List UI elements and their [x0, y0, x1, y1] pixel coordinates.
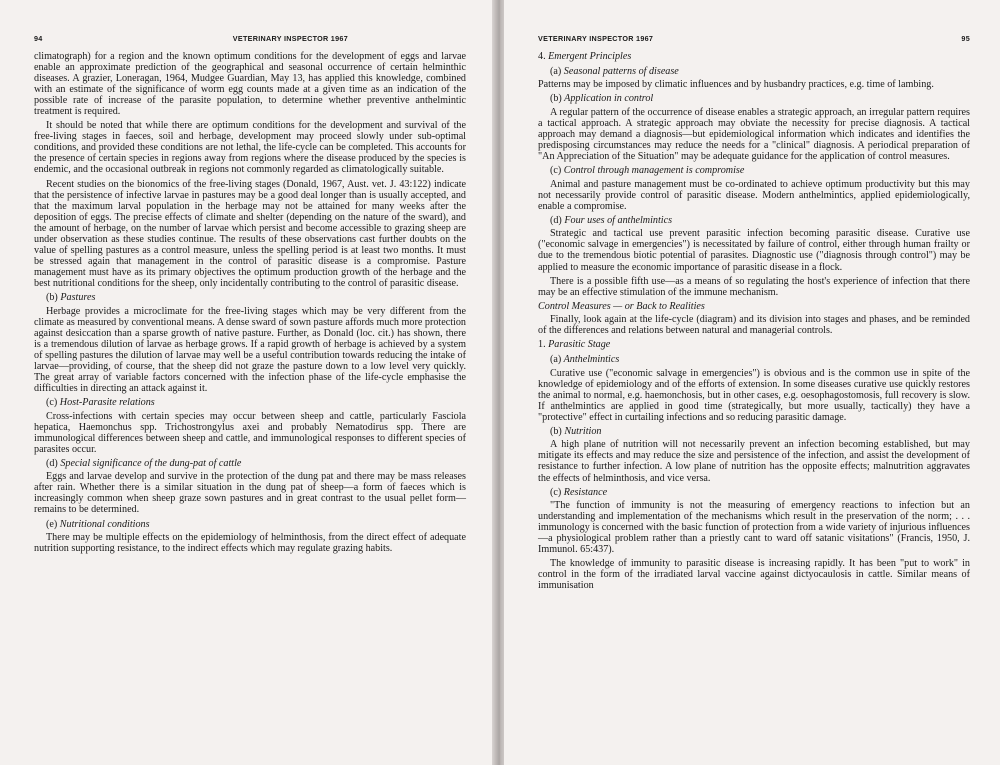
paragraph: "The function of immunity is not the measuring of emergency reactions to infection but an understanding and implementation of the mechanisms which result in the preservation of the norm; . . . immunology is concerned with the basic function of protection from a wide variety of injurious influences—a physiological problem rather than a priestly cant to ward off satanic visitations" (Francis, 1950, J. Immunol. 65:437). — [538, 500, 970, 556]
section-number: (b) — [550, 425, 562, 437]
section-number: (d) — [46, 457, 58, 469]
section-number: 4. — [538, 51, 546, 62]
paragraph: Herbage provides a microclimate for the free-living stages which may be very different from the climate as measured by conventional means. A dense sward of sown pasture affords much more protection against desiccation than a sparse growth of native pasture. Further, as Donald (loc. cit.) has shown, there is a tremendous dilution of larvae as herbage grows. If a rapid growth of herbage is achieved by a system of spelling pastures the dilution of larvae may well be a useful contribution towards reducing the intake of larvae—providing, of course, that the sheep did not graze the pasture down to a low level very quickly. The great array of variable factors concerned with the infection phase of the life-cycle emphasise the difficulties in directing an attack against it. — [34, 305, 466, 394]
section-title: Host-Parasite relations — [59, 396, 155, 408]
section-heading — [550, 165, 970, 177]
paragraph: A regular pattern of the occurrence of disease enables a strategic approach, an irregular pattern requires a tactical approach. A strategic approach may obviate the necessity for precise diagnosis. A tactical approach may demand a diagnosis—but epidemiological information which indicates and identifies the predisposing circumstances may reduce the needs for a "clinical" diagnosis. A periodical preparation of "An Appreciation of the Situation" may be adequate guidance for the application of control measures. — [538, 106, 970, 163]
section-heading — [538, 301, 970, 313]
paragraph: climatograph) for a region and the known optimum conditions for the development of eggs and larvae enable an approximate prediction of the geographical and seasonal occurrence of certain helminthic diseases. A grazier, Loneragan, 1964, Mudgee Guardian, May 13, has applied this knowledge, combined with an estimate of the significance of worm egg counts made at a given time as an indication of the possible rate of increase of the parasite population, to determine whether preventive anthelmintic treatment is required. — [34, 51, 466, 118]
section-heading — [538, 339, 970, 351]
section-title: Resistance — [563, 486, 608, 498]
section-number: (c) — [550, 486, 562, 498]
section-heading — [46, 458, 466, 470]
section-number: (c) — [46, 396, 58, 408]
section-title: Seasonal patterns of disease — [563, 65, 679, 77]
page-body — [538, 51, 970, 592]
section-heading — [550, 354, 970, 366]
section-title: Pastures — [60, 291, 96, 303]
section-number: (d) — [550, 214, 562, 226]
right-page — [504, 0, 1000, 765]
section-title: Parasitic Stage — [548, 339, 611, 351]
section-number: (e) — [46, 518, 58, 530]
section-number: (a) — [550, 353, 562, 365]
paragraph: Recent studies on the bionomics of the free-living stages (Donald, 1967, Aust. vet. J. 43:122) indicate that the persistence of infective larvae in pastures may be a good deal longer than is usually accepted, and that the maximum larval population in the herbage may not be attained for many weeks after the deposition of eggs. The precise effects of climate and shelter (depending on the nature of the sward), and the amount of herbage, on the number of larvae which persist and become accessible to grazing sheep are under observation as these studies continue. The results of these observations cast further doubts on the value of spelling pastures as a control measure, unless the spelling period is at least two months. It must be stressed again that management in the control of parasitic disease is a compromise. Pasture management must have as its primary objectives the optimum production growth of the herbage and the best nutritional conditions for the sheep, only incidentally contributing to the control of parasitic disease. — [34, 178, 466, 289]
section-heading — [550, 426, 970, 438]
section-title: Nutritional conditions — [59, 518, 150, 530]
section-number: (b) — [550, 93, 562, 105]
paragraph: Patterns may be imposed by climatic influences and by husbandry practices, e.g. time of lambing. — [538, 79, 934, 91]
left-page — [0, 0, 496, 765]
running-header — [538, 34, 970, 43]
running-title: VETERINARY INSPECTOR 1967 — [232, 34, 348, 43]
section-title: Nutrition — [564, 425, 602, 437]
section-heading — [46, 519, 466, 531]
page-number: 94 — [34, 34, 43, 43]
running-header — [34, 34, 466, 43]
paragraph: Finally, look again at the life-cycle (diagram) and its division into stages and phases, and be reminded of the differences and relations between natural and managerial controls. — [538, 314, 970, 337]
section-number: 1. — [538, 339, 546, 351]
section-heading — [550, 487, 970, 499]
section-heading — [550, 93, 970, 105]
section-heading — [46, 292, 466, 304]
paragraph: A high plane of nutrition will not necessarily prevent an infection becoming established, but may mitigate its effects and may reduce the size and persistence of the infection, and assist the development of resistance to further infection. A low plane of nutrition has the opposite effects; malnutrition aggravates the effects of helminthosis, and vice versa. — [538, 439, 970, 484]
page-body — [34, 51, 466, 554]
section-title: Application in control — [564, 93, 654, 105]
section-heading — [46, 397, 466, 409]
section-heading — [538, 51, 970, 63]
page-number: 95 — [961, 34, 970, 43]
section-number: (c) — [550, 165, 562, 177]
paragraph: Curative use ("economic salvage in emergencies") is obvious and is the common use in spite of the knowledge of epidemiology and of the efforts of extension. In some diseases curative use quickly restores the animal to normal, e.g. haemonchosis, but in other cases, e.g. oesophagostomosis, full recovery is slow. If anthelmintics are applied in good time (strategically, but more usually, tactically) they have a "protective" effect in curtailing infections and so reducing parasitic damage. — [538, 367, 970, 423]
section-title: Control through management is compromise — [563, 165, 745, 177]
section-number: (a) — [550, 65, 562, 77]
section-number: (b) — [46, 291, 58, 303]
paragraph: Cross-infections with certain species may occur between sheep and cattle, particularly Fasciola hepatica, Haemonchus spp. Trichostrongylus axei and probably Nematodirus spp. There are immunological differences between sheep and cattle, and immunological responses to different species of parasites occur. — [34, 410, 466, 455]
paragraph: The knowledge of immunity to parasitic disease is increasing rapidly. It has been "put to work" in control in the form of the irradiated larval vaccine against dictyocaulosis in cattle. Similar means of immunisation — [538, 558, 970, 592]
section-title: Emergent Principles — [548, 51, 632, 62]
section-heading — [550, 215, 970, 227]
paragraph: There may be multiple effects on the epidemiology of helminthosis, from the direct effect of adequate nutrition supporting resistance, to the indirect effects which may regulate grazing habits. — [34, 532, 466, 555]
paragraph: Eggs and larvae develop and survive in the protection of the dung pat and there may be mass releases after rain. Whether there is a similar situation in the dung pat of sheep—a form of faeces which is increasingly common when sheep graze sown pastures and in great contrast to the usual pellet form—remains to be determined. — [34, 471, 466, 516]
section-title: Anthelmintics — [563, 353, 620, 365]
section-title: Control Measures — or Back to Realities — [538, 300, 705, 312]
paragraph: There is a possible fifth use—as a means of so regulating the host's experience of infection that there may be an effective stimulation of the immune mechanism. — [538, 275, 970, 298]
paragraph: Strategic and tactical use prevent parasitic infection becoming parasitic disease. Curative use ("economic salvage in emergencies") is necessitated by failure of control, either through human frailty or due to the tremendous biotic potential of parasites. Diagnostic use ("diagnosis through control") may be applied to measure the economic importance of parasitic disease in a flock. — [538, 228, 970, 273]
paragraph: Animal and pasture management must be co-ordinated to achieve optimum productivity but this may not necessarily provide control of parasitic disease. Modern anthelmintics, applied epidemiologically, enable a compromise. — [538, 178, 970, 212]
section-title: Special significance of the dung-pat of cattle — [60, 457, 242, 469]
section-title: Four uses of anthelmintics — [564, 214, 673, 226]
section-heading — [550, 66, 970, 78]
paragraph: It should be noted that while there are optimum conditions for the development and survival of the free-living stages in faeces, soil and herbage, development may proceed slowly under sub-optimal conditions, and provided these conditions are not lethal, the life-cycle can be completed. This accounts for the presence of certain species in regions away from regions where the disease produced by the species is endemic, and the occasional outbreak in regions not commonly regarded as climatologically suitable. — [34, 120, 466, 176]
running-title: VETERINARY INSPECTOR 1967 — [538, 34, 654, 43]
